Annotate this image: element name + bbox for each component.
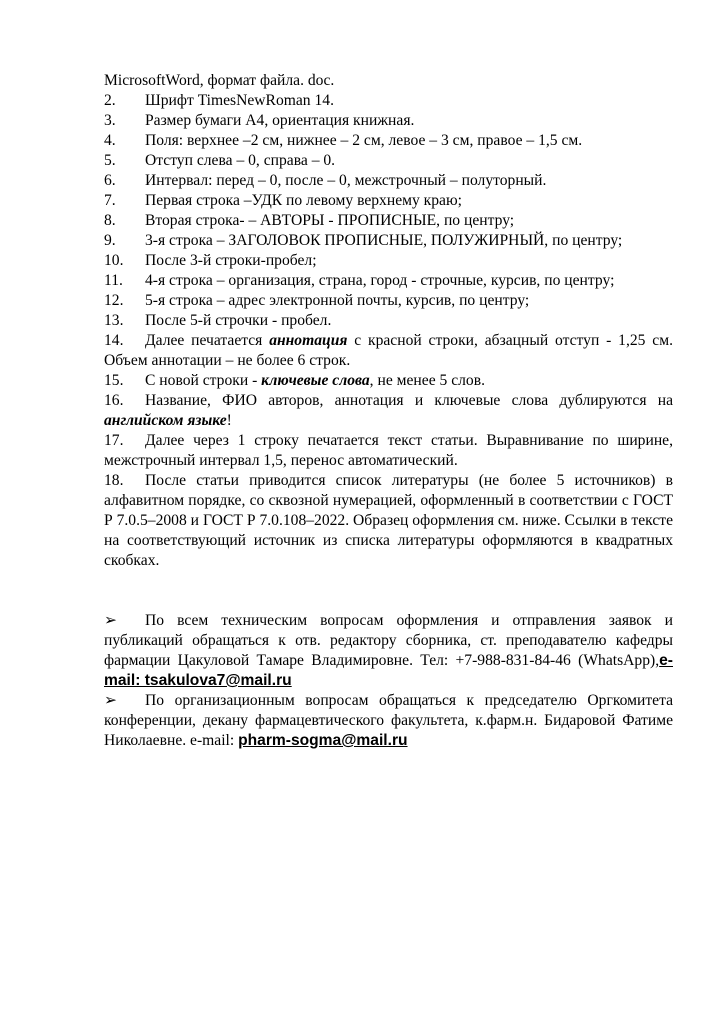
item-number: 11. xyxy=(104,272,123,289)
item-number: 16. xyxy=(104,392,124,409)
item-number: 6. xyxy=(104,172,116,189)
item-text-after: ! xyxy=(226,412,232,429)
item-number: 18. xyxy=(104,472,124,489)
list-item xyxy=(104,151,673,171)
item-number: 17. xyxy=(104,432,124,449)
arrow-bullet-icon: ➢ xyxy=(104,692,118,709)
item-text: Первая строка –УДК по левому верхнему краю; xyxy=(145,192,462,209)
list-item xyxy=(104,211,673,231)
item-text: Отступ слева – 0, справа – 0. xyxy=(145,152,336,169)
item-number: 7. xyxy=(104,192,116,209)
list-item-annotation xyxy=(104,331,673,371)
item-text: Размер бумаги А4, ориентация книжная. xyxy=(145,112,415,129)
item-text: После 3-й строки-пробел; xyxy=(145,252,317,269)
item-text-after: , не менее 5 слов. xyxy=(369,372,485,389)
arrow-bullet-icon: ➢ xyxy=(104,612,118,629)
blank-line xyxy=(104,571,673,591)
blank-line xyxy=(104,591,673,611)
item-number: 4. xyxy=(104,132,116,149)
list-item xyxy=(104,191,673,211)
list-item xyxy=(104,231,673,251)
item-text: 3-я строка – ЗАГОЛОВОК ПРОПИСНЫЕ, ПОЛУЖИРНЫЙ, по центру; xyxy=(145,232,623,249)
list-item xyxy=(104,91,673,111)
item-text-before: С новой строки - xyxy=(145,372,262,389)
item-number: 9. xyxy=(104,232,116,249)
item-number: 10. xyxy=(104,252,124,269)
item-text: Интервал: перед – 0, после – 0, межстрочный – полуторный. xyxy=(145,172,547,189)
contact-text: По всем техническим вопросам оформления и отправления заявок и публикаций обращаться к отв. редактору сборника, ст. преподавателю кафедры фармации Цакуловой Тамаре Владимировне. Тел: +7-988-831-84-46 (WhatsApp), xyxy=(104,612,673,669)
item-text: 4-я строка – организация, страна, город - строчные, курсив, по центру; xyxy=(145,272,615,289)
item-text: Поля: верхнее –2 см, нижнее – 2 см, левое – 3 см, правое – 1,5 см. xyxy=(145,132,583,149)
list-item xyxy=(104,271,673,291)
item-text-emphasis: ключевые слова xyxy=(261,372,370,389)
item-number: 5. xyxy=(104,152,116,169)
numbered-list xyxy=(104,91,673,571)
item-text: Далее через 1 строку печатается текст статьи. Выравнивание по ширине, межстрочный интервал 1,5, перенос автоматический. xyxy=(104,432,673,469)
item-number: 15. xyxy=(104,372,124,389)
contact-technical xyxy=(104,611,673,691)
item-text-before: Далее печатается xyxy=(145,332,270,349)
list-item xyxy=(104,131,673,151)
email-link[interactable]: pharm-sogma@mail.ru xyxy=(238,732,408,749)
item-text-before: Название, ФИО авторов, аннотация и ключевые слова дублируются на xyxy=(145,392,673,409)
item-text: Шрифт TimesNewRoman 14. xyxy=(145,92,334,109)
list-item-references xyxy=(104,471,673,571)
item-text-after: с красной строки, абзацный отступ - 1,25 см. Объем аннотации – не более 6 строк. xyxy=(104,332,673,369)
contact-text: По организационным вопросам обращаться к председателю Оргкомитета конференции, декану фармацевтического факультета, к.фарм.н. Бидаровой Фатиме Николаевне. e-mail: xyxy=(104,692,673,749)
item-text: Вторая строка- – АВТОРЫ - ПРОПИСНЫЕ, по центру; xyxy=(145,212,515,229)
list-item xyxy=(104,311,673,331)
intro-line: MicrosoftWord, формат файла. doc. xyxy=(104,72,335,89)
list-item xyxy=(104,251,673,271)
contact-organizational xyxy=(104,691,673,751)
list-item xyxy=(104,111,673,131)
item-number: 13. xyxy=(104,312,124,329)
item-text-emphasis: аннотация xyxy=(269,332,348,349)
list-item-article-text xyxy=(104,431,673,471)
list-item-english xyxy=(104,391,673,431)
item-number: 2. xyxy=(104,92,116,109)
item-text-emphasis: английском языке xyxy=(104,412,227,429)
list-item xyxy=(104,171,673,191)
document-page xyxy=(104,71,673,751)
item-number: 8. xyxy=(104,212,116,229)
list-item-keywords xyxy=(104,371,673,391)
item-text: После 5-й строчки - пробел. xyxy=(145,312,332,329)
item-number: 14. xyxy=(104,332,124,349)
item-number: 3. xyxy=(104,112,116,129)
item-number: 12. xyxy=(104,292,124,309)
item-text: После статьи приводится список литературы (не более 5 источников) в алфавитном порядке, со сквозной нумерацией, оформленный в соответствии с ГОСТ Р 7.0.5–2008 и ГОСТ Р 7.0.108–2022. Образец оформления см. ниже. Ссылки в тексте на соответствующий источник из списка литературы оформляются в квадратных скобках. xyxy=(104,472,673,569)
email-link[interactable]: e-mail: tsakulova7@mail.ru xyxy=(104,652,673,689)
list-item xyxy=(104,291,673,311)
item-text: 5-я строка – адрес электронной почты, курсив, по центру; xyxy=(145,292,530,309)
